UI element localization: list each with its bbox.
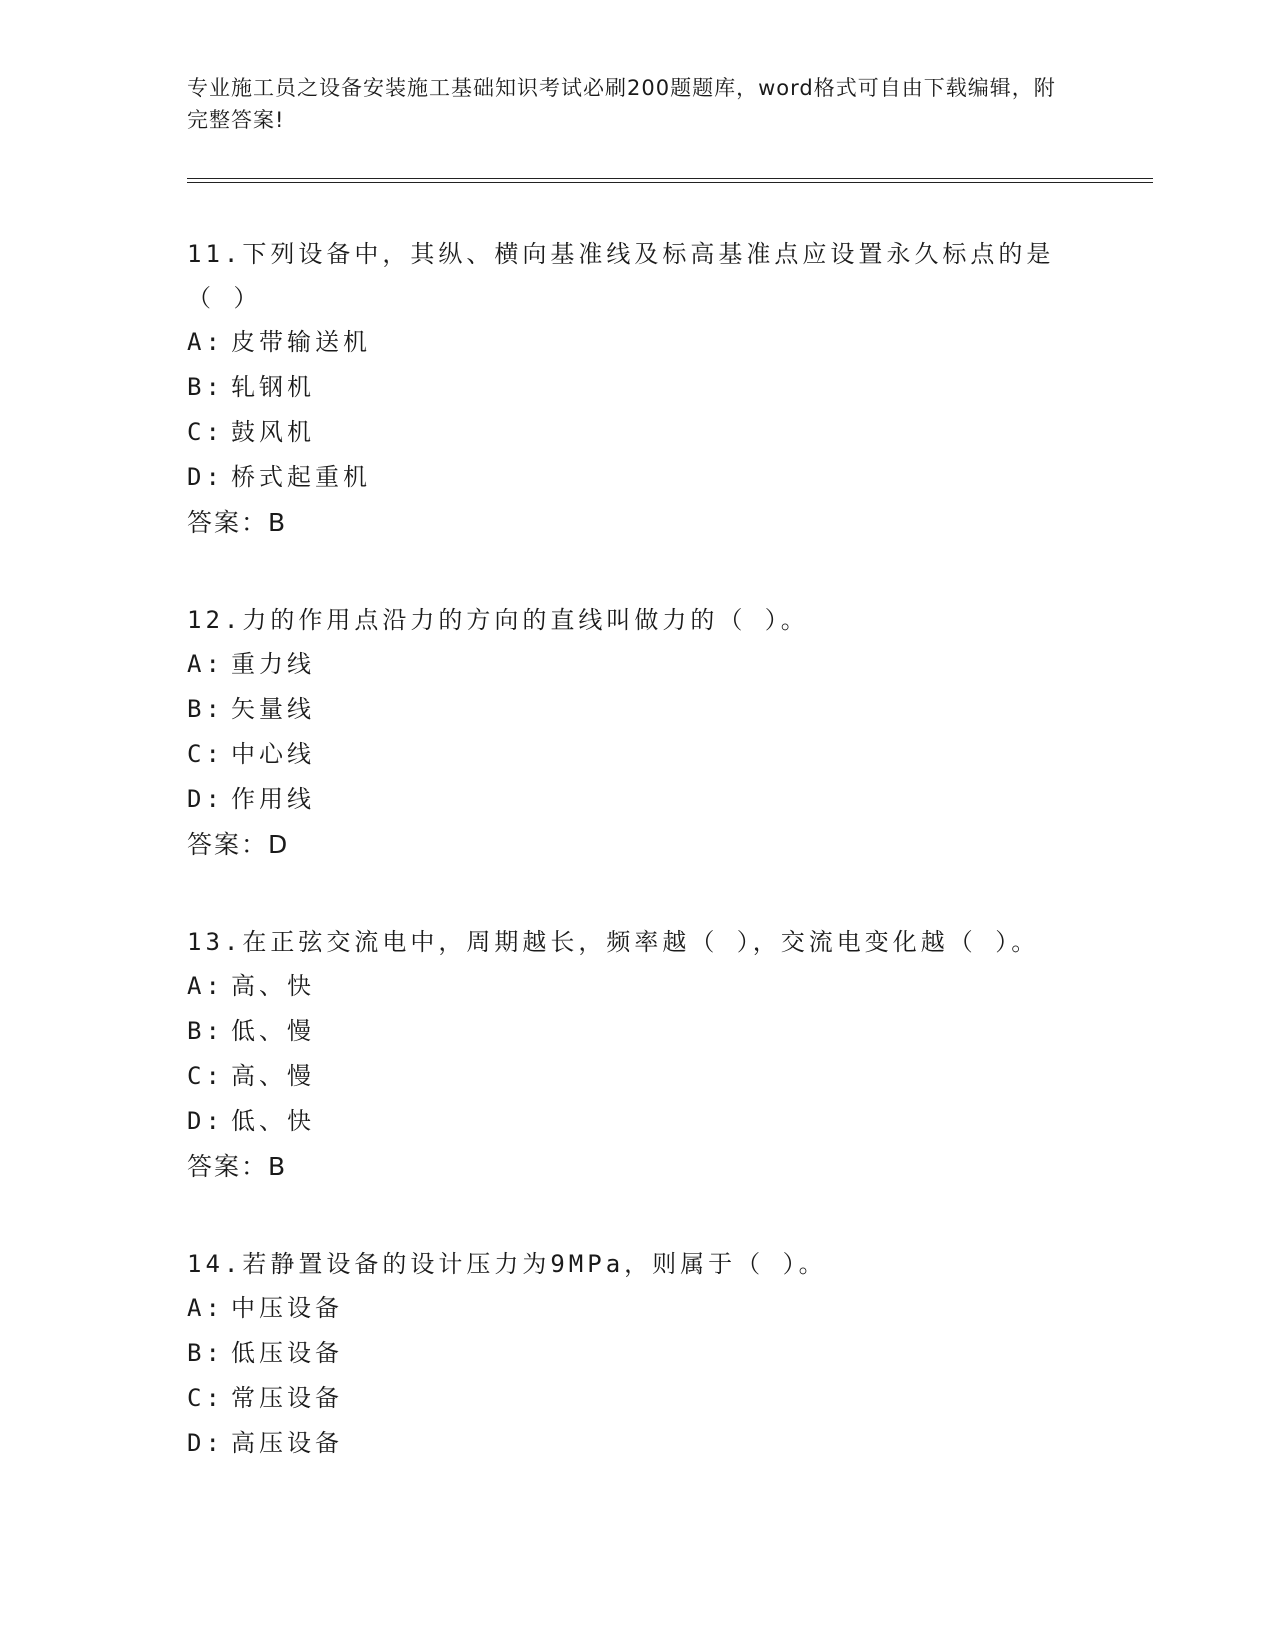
answer-value: B	[268, 508, 288, 537]
option-text: 高压设备	[231, 1429, 343, 1457]
option-b	[187, 365, 1087, 410]
option-a	[187, 964, 1087, 1009]
question-stem: 在正弦交流电中，周期越长，频率越（ ），交流电变化越（ ）。	[242, 928, 1040, 956]
option-a	[187, 320, 1087, 365]
option-letter: C:	[187, 740, 224, 768]
option-text: 中压设备	[231, 1294, 343, 1322]
option-text: 鼓风机	[231, 418, 315, 446]
option-letter: C:	[187, 1062, 224, 1090]
answer-line	[187, 822, 1087, 868]
option-a	[187, 1286, 1087, 1331]
option-c	[187, 1054, 1087, 1099]
document-title: 专业施工员之设备安装施工基础知识考试必刷200题题库，word格式可自由下载编辑，附完整答案!	[187, 76, 1056, 132]
option-letter: D:	[187, 1107, 224, 1135]
option-text: 高、快	[231, 972, 315, 1000]
option-letter: B:	[187, 373, 224, 401]
option-letter: B:	[187, 695, 224, 723]
option-d	[187, 455, 1087, 500]
question-list	[187, 232, 1087, 1518]
option-letter: A:	[187, 328, 224, 356]
option-text: 高、慢	[231, 1062, 315, 1090]
answer-line	[187, 500, 1087, 546]
question-12	[187, 598, 1087, 868]
option-c	[187, 1376, 1087, 1421]
question-text	[187, 1242, 1067, 1286]
question-11	[187, 232, 1087, 546]
option-letter: B:	[187, 1339, 224, 1367]
question-text	[187, 598, 1067, 642]
option-letter: B:	[187, 1017, 224, 1045]
option-letter: A:	[187, 650, 224, 678]
answer-value: B	[268, 1152, 288, 1181]
option-text: 重力线	[231, 650, 315, 678]
option-c	[187, 410, 1087, 455]
question-number: 13.	[187, 928, 243, 956]
header-rule-bottom	[187, 182, 1153, 183]
option-text: 矢量线	[231, 695, 315, 723]
answer-line	[187, 1144, 1087, 1190]
option-letter: C:	[187, 418, 224, 446]
option-text: 低、快	[231, 1107, 315, 1135]
option-text: 皮带输送机	[231, 328, 371, 356]
question-number: 11.	[187, 240, 243, 268]
answer-value: D	[268, 830, 290, 859]
answer-label: 答案：	[187, 830, 269, 859]
option-letter: C:	[187, 1384, 224, 1412]
option-letter: A:	[187, 1294, 224, 1322]
option-a	[187, 642, 1087, 687]
option-text: 桥式起重机	[231, 463, 371, 491]
option-letter: D:	[187, 785, 224, 813]
header-rule-top	[187, 178, 1153, 179]
option-b	[187, 1331, 1087, 1376]
answer-label: 答案：	[187, 1152, 269, 1181]
option-d	[187, 1421, 1087, 1466]
question-stem: 下列设备中，其纵、横向基准线及标高基准点应设置永久标点的是（ ）	[187, 240, 1055, 312]
option-text: 低压设备	[231, 1339, 343, 1367]
option-text: 常压设备	[231, 1384, 343, 1412]
option-b	[187, 687, 1087, 732]
question-text	[187, 920, 1067, 964]
option-text: 作用线	[231, 785, 315, 813]
question-stem: 力的作用点沿力的方向的直线叫做力的（ ）。	[242, 606, 809, 634]
option-text: 低、慢	[231, 1017, 315, 1045]
option-d	[187, 1099, 1087, 1144]
option-letter: D:	[187, 463, 224, 491]
question-stem: 若静置设备的设计压力为9MPa，则属于（ ）。	[242, 1250, 827, 1278]
option-b	[187, 1009, 1087, 1054]
question-13	[187, 920, 1087, 1190]
question-number: 12.	[187, 606, 243, 634]
option-text: 轧钢机	[231, 373, 315, 401]
option-d	[187, 777, 1087, 822]
answer-label: 答案：	[187, 508, 269, 537]
option-letter: D:	[187, 1429, 224, 1457]
option-c	[187, 732, 1087, 777]
option-letter: A:	[187, 972, 224, 1000]
question-14	[187, 1242, 1087, 1466]
option-text: 中心线	[231, 740, 315, 768]
question-text	[187, 232, 1067, 320]
question-number: 14.	[187, 1250, 243, 1278]
